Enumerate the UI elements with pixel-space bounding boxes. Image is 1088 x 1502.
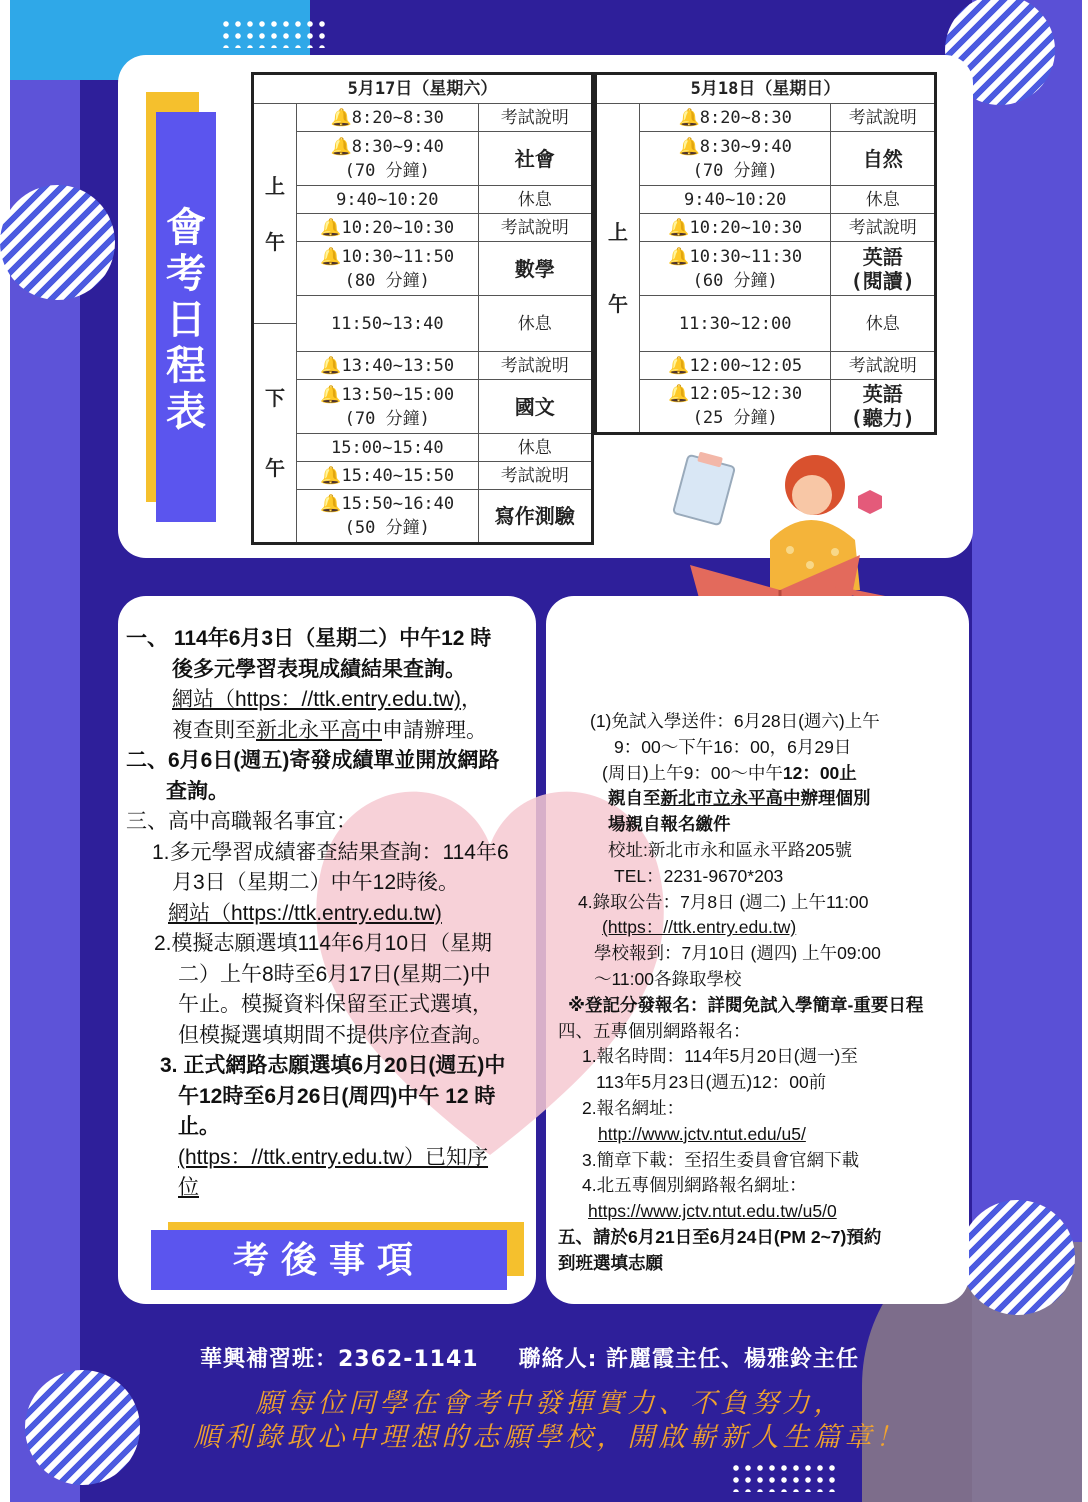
note-line: ※登記分發報名：詳閱免試入學簡章-重要日程 — [568, 994, 924, 1015]
duration-text: (25 分鐘) — [692, 408, 778, 428]
day1-header: 5月17日（星期六） — [253, 74, 593, 104]
note-line: 止。 — [178, 1115, 220, 1138]
note-line: 113年5月23日(週五)12：00前 — [596, 1072, 827, 1093]
time-cell: 9:40~10:20 — [297, 186, 479, 214]
note-text: ， — [461, 688, 483, 711]
website-link[interactable]: 網站（https://ttk.entry.edu.tw) — [168, 901, 442, 925]
time-cell: 🔔8:20~8:30 — [297, 104, 479, 132]
contact-person: 聯絡人: 許麗霞主任、楊雅鈴主任 — [518, 1347, 860, 1372]
subject-cell: 考試說明 — [831, 104, 936, 132]
subject-cell: 寫作測驗 — [478, 490, 592, 544]
time-cell — [640, 380, 831, 434]
note-line: 3.簡章下載：至招生委員會官網下載 — [582, 1149, 860, 1170]
note-line: 五、請於6月21日至6月24日(PM 2~7)預約 — [558, 1226, 882, 1247]
note-line: 位 — [178, 1176, 199, 1199]
time-cell: 🔔12:00~12:05 — [640, 352, 831, 380]
subject-cell — [831, 242, 936, 296]
note-text: (周日)上午9：00～中午 — [602, 762, 783, 783]
subject-text: 英語 — [862, 382, 903, 406]
note-line: 2.報名網址： — [582, 1097, 685, 1118]
time-cell: 🔔10:20~10:30 — [640, 214, 831, 242]
striped-circle-decoration — [960, 1200, 1075, 1315]
note-line: 2.模擬志願選填114年6月10日（星期 — [154, 932, 493, 955]
duration-text: (50 分鐘) — [344, 518, 430, 538]
morning-label — [253, 104, 297, 324]
after-exam-title: 考後事項 — [232, 1239, 425, 1281]
time-cell: 🔔15:40~15:50 — [297, 462, 479, 490]
clipboard-icon — [673, 455, 735, 525]
note-line: 三、高中高職報名事宜： — [126, 810, 357, 833]
time-cell: 🔔10:20~10:30 — [297, 214, 479, 242]
note-line: 午止。模擬資料保留至正式選填， — [178, 993, 493, 1016]
morning-label — [596, 104, 640, 434]
duration-text: (60 分鐘) — [692, 270, 778, 291]
subject-note: (聽力) — [850, 406, 915, 430]
subject-cell: 考試說明 — [478, 462, 592, 490]
time-cell: 11:30~12:00 — [640, 296, 831, 352]
note-line: 到班選填志願 — [558, 1252, 663, 1273]
subject-cell: 休息 — [478, 434, 592, 462]
contact-line — [200, 1342, 920, 1373]
subject-cell: 國文 — [478, 380, 592, 434]
note-line: 學校報到：7月10日 (週四) 上午09:00 — [594, 943, 881, 964]
time-cell — [297, 490, 479, 544]
note-text: 申請辦理。 — [382, 718, 487, 742]
note-line: 場親自報名繳件 — [608, 814, 731, 835]
website-link[interactable]: http://www.jctv.ntut.edu/u5/ — [598, 1123, 806, 1144]
time-cell: 15:00~15:40 — [297, 434, 479, 462]
subject-cell: 自然 — [831, 132, 936, 186]
time-text: 🔔10:30~11:30 — [668, 246, 803, 267]
duration-text: (80 分鐘) — [344, 270, 430, 291]
subject-cell: 休息 — [478, 186, 592, 214]
time-cell: 🔔8:20~8:30 — [640, 104, 831, 132]
school-phone: 華興補習班：2362-1141 — [200, 1347, 479, 1372]
subject-cell: 休息 — [831, 296, 936, 352]
note-line: ～11:00各錄取學校 — [594, 968, 742, 989]
time-cell — [297, 380, 479, 434]
time-text: 🔔12:05~12:30 — [668, 384, 803, 404]
afternoon-label — [253, 324, 297, 544]
subject-cell: 數學 — [478, 242, 592, 296]
time-text: 🔔8:30~9:40 — [678, 136, 792, 157]
time-cell: 🔔13:40~13:50 — [297, 352, 479, 380]
note-text: 親自至 — [608, 788, 661, 809]
note-line: 午12時至6月26日(周四)中午 12 時 — [178, 1084, 496, 1108]
morning-label-text: 上午 — [265, 173, 285, 254]
note-text: 複查則至 — [172, 718, 256, 742]
striped-circle-decoration — [25, 1370, 140, 1485]
note-line: 二）上午8時至6月17日(星期二)中 — [178, 962, 491, 986]
note-line — [558, 786, 968, 812]
cube-icon — [858, 490, 882, 514]
time-cell — [297, 132, 479, 186]
closing-line: 順利錄取心中理想的志願學校，開啟嶄新人生篇章！ — [193, 1422, 907, 1453]
day2-header: 5月18日（星期日） — [596, 74, 936, 104]
note-line: 1.多元學習成績審查結果查詢：114年6 — [152, 840, 509, 864]
subject-text: 英語 — [862, 244, 903, 269]
duration-text: (70 分鐘) — [344, 408, 430, 429]
subject-cell: 考試說明 — [478, 352, 592, 380]
note-line: 月3日（星期二）中午12時後。 — [172, 871, 460, 894]
note-line: 3. 正式網路志願選填6月20日(週五)中 — [160, 1054, 506, 1077]
afternoon-label-text: 下午 — [265, 386, 285, 480]
subject-cell: 休息 — [478, 296, 592, 352]
time-cell: 11:50~13:40 — [297, 296, 479, 352]
dots-decoration — [730, 1462, 840, 1492]
note-line: (1)免試入學送件：6月28日(週六)上午 — [590, 711, 880, 731]
closing-message — [150, 1387, 950, 1455]
note-text: 12：00止 — [782, 762, 857, 783]
note-line: 4.北五專個別網路報名網址： — [582, 1175, 807, 1196]
note-line: 查詢。 — [166, 779, 229, 803]
note-text: 辦理個別 — [800, 788, 871, 809]
time-text: 🔔8:30~9:40 — [330, 136, 444, 157]
schedule-title-text: 會考日程表 — [166, 204, 206, 435]
note-line: 一、 114年6月3日（星期二）中午12 時 — [126, 627, 492, 650]
duration-text: (70 分鐘) — [692, 160, 778, 181]
time-text: 🔔15:50~16:40 — [320, 494, 455, 514]
striped-circle-decoration — [0, 185, 115, 300]
subject-cell: 考試說明 — [478, 104, 592, 132]
website-link[interactable]: (https：//ttk.entry.edu.tw）已知序 — [178, 1145, 489, 1169]
subject-cell: 休息 — [831, 186, 936, 214]
note-line: 校址:新北市永和區永平路205號 — [608, 839, 853, 860]
school-name: 新北永平高中 — [256, 718, 382, 742]
subject-cell: 社會 — [478, 132, 592, 186]
time-cell: 9:40~10:20 — [640, 186, 831, 214]
note-line: 二、6月6日(週五)寄發成績單並開放網路 — [126, 749, 500, 772]
closing-line: 願每位同學在會考中發揮實力、不負努力， — [255, 1388, 845, 1419]
website-link[interactable]: 網站（https：//ttk.entry.edu.tw) — [172, 688, 462, 711]
time-text: 🔔10:30~11:50 — [320, 246, 455, 267]
note-line — [558, 761, 968, 787]
schedule-table-day2 — [594, 72, 937, 435]
dots-decoration — [220, 18, 330, 48]
note-line: 四、五專個別網路報名： — [558, 1020, 751, 1041]
note-line: 1.報名時間：114年5月20日(週一)至 — [582, 1046, 858, 1067]
time-cell — [640, 132, 831, 186]
subject-cell: 考試說明 — [831, 214, 936, 242]
duration-text: (70 分鐘) — [344, 160, 430, 181]
note-line: 後多元學習表現成績結果查詢。 — [172, 657, 466, 681]
subject-note: (閱讀) — [850, 268, 915, 293]
note-line: 4.錄取公告：7月8日 (週二) 上午11:00 — [578, 891, 869, 912]
time-cell — [640, 242, 831, 296]
note-line — [126, 716, 531, 747]
schedule-title — [156, 205, 216, 435]
website-link[interactable]: (https：//ttk.entry.edu.tw) — [602, 917, 797, 938]
right-notes — [558, 709, 968, 1277]
school-name: 新北市立永平高中 — [660, 788, 801, 809]
website-link[interactable]: https://www.jctv.ntut.edu.tw/u5/0 — [588, 1201, 837, 1222]
subject-cell — [831, 380, 936, 434]
left-notes — [126, 624, 531, 1204]
morning-label-text: 上午 — [608, 220, 628, 316]
schedule-table-day1 — [251, 72, 594, 545]
note-line — [126, 685, 531, 716]
note-line: 9：00～下午16：00，6月29日 — [614, 736, 852, 757]
time-text: 🔔13:50~15:00 — [320, 384, 455, 405]
time-cell — [297, 242, 479, 296]
note-line: TEL：2231-9670*203 — [614, 865, 784, 886]
subject-cell: 考試說明 — [478, 214, 592, 242]
subject-cell: 考試說明 — [831, 352, 936, 380]
note-line: 但模擬選填期間不提供序位查詢。 — [178, 1023, 493, 1047]
